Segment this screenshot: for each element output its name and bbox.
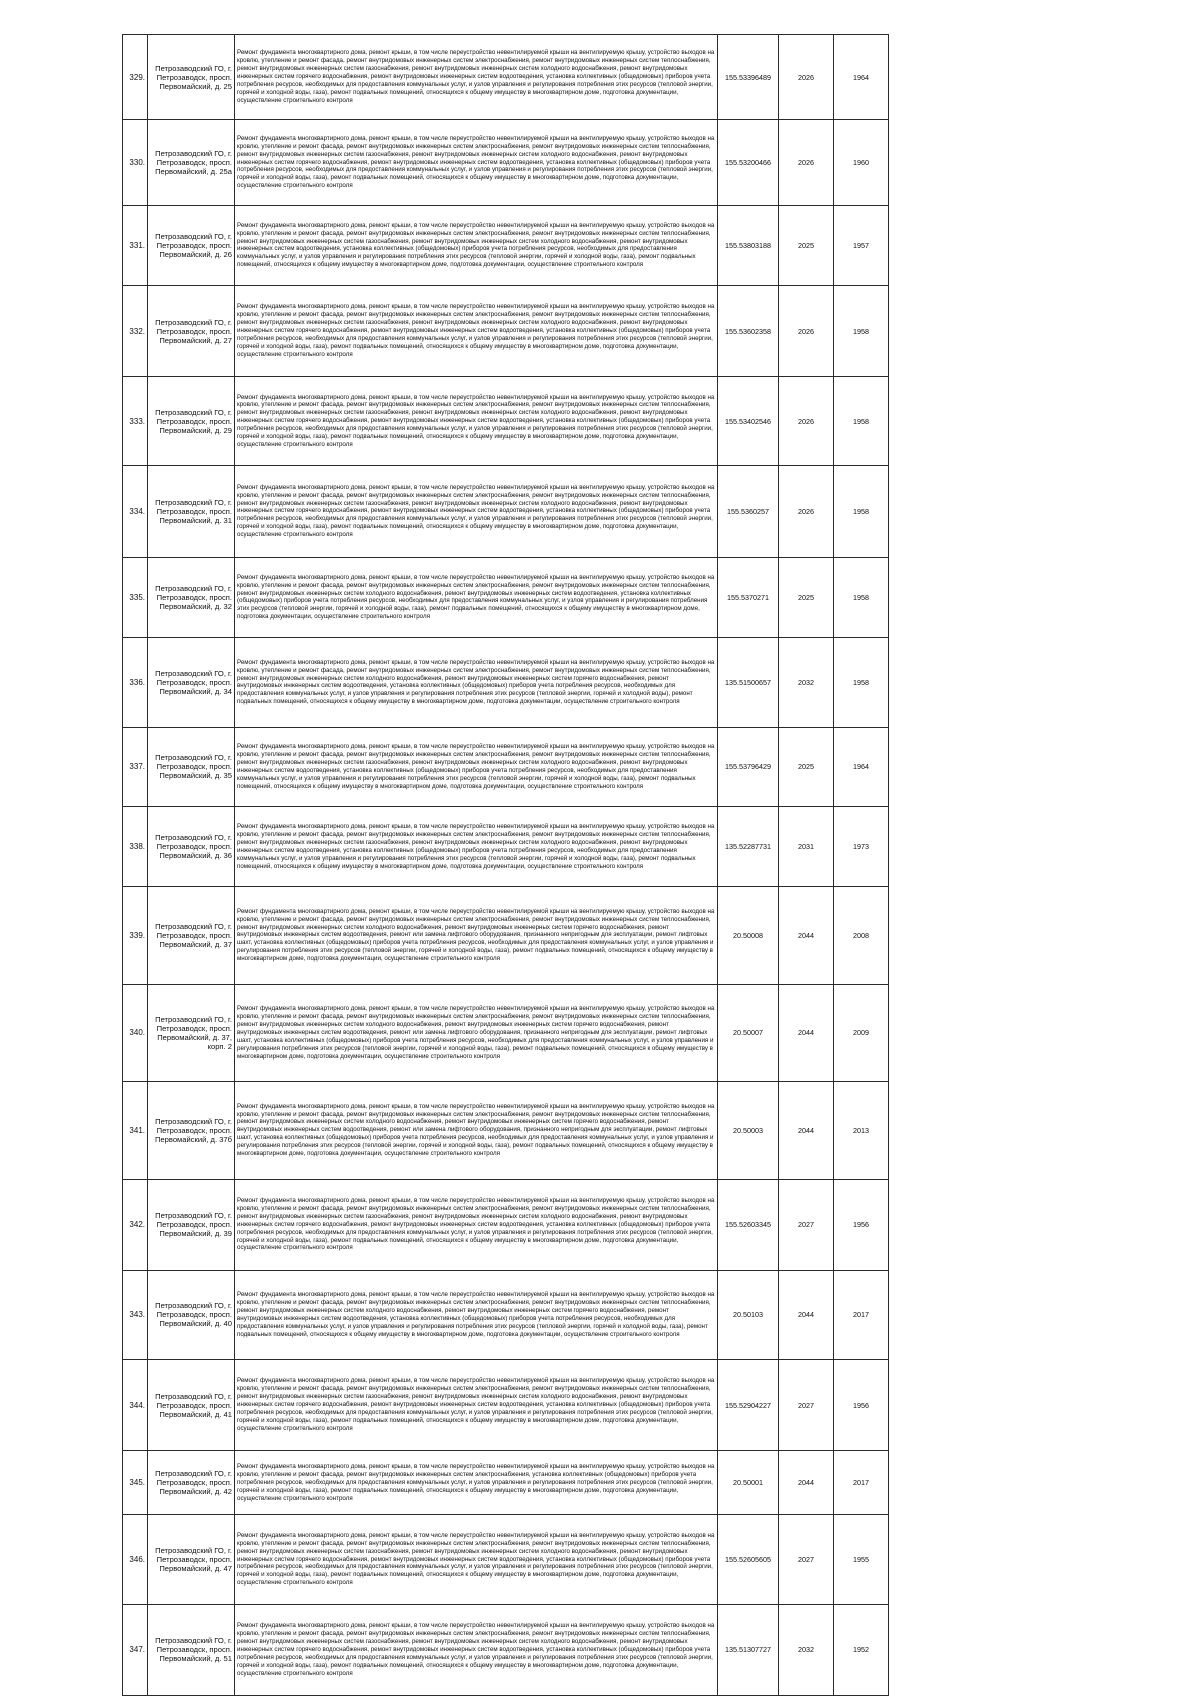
row-works: Ремонт фундамента многоквартирного дома, ремонт крыши, в том числе переустройство невентилируемой крыши на вентилируемую крышу, устройство выходов на кровлю, утепление и ремонт фасада, ремонт внутридомовых инженерных систем электроснабжения, ремонт внутридомовых инженерных систем теплоснабжения, ремонт внутридомовых инженерных систем газоснабжения, ремонт внутридомовых инженерных систем холодного водоснабжения, ремонт внутридомовых инженерных систем горячего водоснабжения, ремонт внутридомовых инженерных систем водоотведения, установка коллективных (общедомовых) приборов учета потребления ресурсов, необходимых для предоставления коммунальных услуг, и узлов управления и регулирования потребления этих ресурсов (тепловой энергии, горячей и холодной воды, газа), ремонт подвальных помещений, относящихся к общему имуществу в многоквартирном доме, подготовка документации, осуществление строительного контроля <box>235 120 718 206</box>
row-built-year: 1957 <box>834 206 889 286</box>
row-code: 155.53602358 <box>718 285 779 376</box>
row-works: Ремонт фундамента многоквартирного дома, ремонт крыши, в том числе переустройство невентилируемой крыши на вентилируемую крышу, устройство выходов на кровлю, утепление и ремонт фасада, ремонт внутридомовых инженерных систем электроснабжения, ремонт внутридомовых инженерных систем теплоснабжения, ремонт внутридомовых инженерных систем холодного водоснабжения, ремонт внутридомовых инженерных систем горячего водоснабжения, ремонт внутридомовых инженерных систем водоотведения, установка коллективных (общедомовых) приборов учета потребления ресурсов, необходимых для предоставления коммунальных услуг, и узлов управления и регулирования потребления этих ресурсов (тепловой энергии, горячей и холодной воды), ремонт подвальных помещений, относящихся к общему имуществу в многоквартирном доме, подготовка документации, осуществление строительного контроля <box>235 638 718 727</box>
row-address: Петрозаводский ГО, г. Петрозаводск, просп. Первомайский, д. 35 <box>148 727 235 807</box>
row-number: 335. <box>123 557 148 638</box>
row-number: 336. <box>123 638 148 727</box>
row-built-year: 1952 <box>834 1604 889 1695</box>
row-code: 155.53796429 <box>718 727 779 807</box>
row-works: Ремонт фундамента многоквартирного дома, ремонт крыши, в том числе переустройство невентилируемой крыши на вентилируемую крышу, устройство выходов на кровлю, утепление и ремонт фасада, ремонт внутридомовых инженерных систем электроснабжения, ремонт внутридомовых инженерных систем теплоснабжения, ремонт внутридомовых инженерных систем холодного водоснабжения, ремонт внутридомовых инженерных систем горячего водоснабжения, ремонт внутридомовых инженерных систем водоотведения, ремонт или замена лифтового оборудования, признанного непригодным для эксплуатации, ремонт лифтовых шахт, установка коллективных (общедомовых) приборов учета потребления ресурсов, необходимых для предоставления коммунальных услуг, и узлов управления и регулирования потребления этих ресурсов (тепловой энергии, горячей и холодной воды, газа), ремонт подвальных помещений, относящихся к общему имуществу в многоквартирном доме, подготовка документации, осуществление строительного контроля <box>235 1082 718 1179</box>
row-year: 2032 <box>779 638 834 727</box>
row-built-year: 2017 <box>834 1451 889 1515</box>
row-works: Ремонт фундамента многоквартирного дома, ремонт крыши, в том числе переустройство невентилируемой крыши на вентилируемую крышу, устройство выходов на кровлю, утепление и ремонт фасада, ремонт внутридомовых инженерных систем электроснабжения, ремонт внутридомовых инженерных систем теплоснабжения, ремонт внутридомовых инженерных систем газоснабжения, ремонт внутридомовых инженерных систем холодного водоснабжения, ремонт внутридомовых инженерных систем водоотведения, установка коллективных (общедомовых) приборов учета потребления ресурсов, необходимых для предоставления коммунальных услуг, и узлов управления и регулирования потребления этих ресурсов (тепловой энергии, горячей и холодной воды, газа), ремонт подвальных помещений, относящихся к общему имуществу в многоквартирном доме, подготовка документации, осуществление строительного контроля <box>235 727 718 807</box>
row-number: 346. <box>123 1515 148 1604</box>
table-row <box>123 984 889 1081</box>
table-row <box>123 1604 889 1695</box>
row-works: Ремонт фундамента многоквартирного дома, ремонт крыши, в том числе переустройство невентилируемой крыши на вентилируемую крышу, устройство выходов на кровлю, утепление и ремонт фасада, ремонт внутридомовых инженерных систем электроснабжения, ремонт внутридомовых инженерных систем теплоснабжения, ремонт внутридомовых инженерных систем газоснабжения, ремонт внутридомовых инженерных систем холодного водоснабжения, ремонт внутридомовых инженерных систем горячего водоснабжения, ремонт внутридомовых инженерных систем водоотведения, установка коллективных (общедомовых) приборов учета потребления ресурсов, необходимых для предоставления коммунальных услуг, и узлов управления и регулирования потребления этих ресурсов (тепловой энергии, горячей и холодной воды, газа), ремонт подвальных помещений, относящихся к общему имуществу в многоквартирном доме, подготовка документации, осуществление строительного контроля <box>235 285 718 376</box>
row-built-year: 2017 <box>834 1270 889 1359</box>
row-address: Петрозаводский ГО, г. Петрозаводск, просп. Первомайский, д. 27 <box>148 285 235 376</box>
row-built-year: 1956 <box>834 1179 889 1270</box>
row-number: 331. <box>123 206 148 286</box>
row-code: 155.52904227 <box>718 1359 779 1450</box>
row-address: Петрозаводский ГО, г. Петрозаводск, просп. Первомайский, д. 40 <box>148 1270 235 1359</box>
row-built-year: 1958 <box>834 285 889 376</box>
row-number: 347. <box>123 1604 148 1695</box>
row-works: Ремонт фундамента многоквартирного дома, ремонт крыши, в том числе переустройство невентилируемой крыши на вентилируемую крышу, устройство выходов на кровлю, утепление и ремонт фасада, ремонт внутридомовых инженерных систем электроснабжения, ремонт внутридомовых инженерных систем теплоснабжения, ремонт внутридомовых инженерных систем холодного водоснабжения, ремонт внутридомовых инженерных систем горячего водоснабжения, ремонт внутридомовых инженерных систем водоотведения, ремонт или замена лифтового оборудования, признанного непригодным для эксплуатации, ремонт лифтовых шахт, установка коллективных (общедомовых) приборов учета потребления ресурсов, необходимых для предоставления коммунальных услуг, и узлов управления и регулирования потребления этих ресурсов (тепловой энергии, горячей и холодной воды, газа), ремонт подвальных помещений, относящихся к общему имуществу в многоквартирном доме, подготовка документации, осуществление строительного контроля <box>235 887 718 984</box>
row-works: Ремонт фундамента многоквартирного дома, ремонт крыши, в том числе переустройство невентилируемой крыши на вентилируемую крышу, устройство выходов на кровлю, утепление и ремонт фасада, ремонт внутридомовых инженерных систем электроснабжения, ремонт внутридомовых инженерных систем теплоснабжения, ремонт внутридомовых инженерных систем газоснабжения, ремонт внутридомовых инженерных систем холодного водоснабжения, ремонт внутридомовых инженерных систем водоотведения, установка коллективных (общедомовых) приборов учета потребления ресурсов, необходимых для предоставления коммунальных услуг, и узлов управления и регулирования потребления этих ресурсов (тепловой энергии, горячей и холодной воды, газа), ремонт подвальных помещений, относящихся к общему имуществу в многоквартирном доме, подготовка документации, осуществление строительного контроля <box>235 807 718 887</box>
row-number: 330. <box>123 120 148 206</box>
row-year: 2025 <box>779 557 834 638</box>
table-row <box>123 35 889 120</box>
row-works: Ремонт фундамента многоквартирного дома, ремонт крыши, в том числе переустройство невентилируемой крыши на вентилируемую крышу, устройство выходов на кровлю, утепление и ремонт фасада, ремонт внутридомовых инженерных систем электроснабжения, ремонт внутридомовых инженерных систем теплоснабжения, ремонт внутридомовых инженерных систем газоснабжения, ремонт внутридомовых инженерных систем холодного водоснабжения, ремонт внутридомовых инженерных систем горячего водоснабжения, ремонт внутридомовых инженерных систем водоотведения, установка коллективных (общедомовых) приборов учета потребления ресурсов, необходимых для предоставления коммунальных услуг, и узлов управления и регулирования потребления этих ресурсов (тепловой энергии, горячей и холодной воды, газа), ремонт подвальных помещений, относящихся к общему имуществу в многоквартирном доме, подготовка документации, осуществление строительного контроля <box>235 35 718 120</box>
row-year: 2031 <box>779 807 834 887</box>
row-code: 20.50008 <box>718 887 779 984</box>
row-number: 334. <box>123 466 148 557</box>
row-year: 2027 <box>779 1515 834 1604</box>
table-row <box>123 1270 889 1359</box>
row-works: Ремонт фундамента многоквартирного дома, ремонт крыши, в том числе переустройство невентилируемой крыши на вентилируемую крышу, устройство выходов на кровлю, утепление и ремонт фасада, ремонт внутридомовых инженерных систем электроснабжения, ремонт внутридомовых инженерных систем теплоснабжения, ремонт внутридомовых инженерных систем газоснабжения, ремонт внутридомовых инженерных систем холодного водоснабжения, ремонт внутридомовых инженерных систем горячего водоснабжения, ремонт внутридомовых инженерных систем водоотведения, установка коллективных (общедомовых) приборов учета потребления ресурсов, необходимых для предоставления коммунальных услуг, и узлов управления и регулирования потребления этих ресурсов (тепловой энергии, горячей и холодной воды, газа), ремонт подвальных помещений, относящихся к общему имуществу в многоквартирном доме, подготовка документации, осуществление строительного контроля <box>235 1515 718 1604</box>
row-number: 339. <box>123 887 148 984</box>
row-built-year: 1973 <box>834 807 889 887</box>
table-row <box>123 807 889 887</box>
row-works: Ремонт фундамента многоквартирного дома, ремонт крыши, в том числе переустройство невентилируемой крыши на вентилируемую крышу, устройство выходов на кровлю, утепление и ремонт фасада, ремонт внутридомовых инженерных систем электроснабжения, ремонт внутридомовых инженерных систем теплоснабжения, ремонт внутридомовых инженерных систем газоснабжения, ремонт внутридомовых инженерных систем холодного водоснабжения, ремонт внутридомовых инженерных систем горячего водоснабжения, ремонт внутридомовых инженерных систем водоотведения, установка коллективных (общедомовых) приборов учета потребления ресурсов, необходимых для предоставления коммунальных услуг, и узлов управления и регулирования потребления этих ресурсов (тепловой энергии, горячей и холодной воды, газа), ремонт подвальных помещений, относящихся к общему имуществу в многоквартирном доме, подготовка документации, осуществление строительного контроля <box>235 466 718 557</box>
table-row <box>123 1451 889 1515</box>
row-built-year: 2009 <box>834 984 889 1081</box>
table-row <box>123 557 889 638</box>
row-number: 340. <box>123 984 148 1081</box>
row-code: 20.50001 <box>718 1451 779 1515</box>
row-code: 135.52287731 <box>718 807 779 887</box>
row-code: 155.53803188 <box>718 206 779 286</box>
row-works: Ремонт фундамента многоквартирного дома, ремонт крыши, в том числе переустройство невентилируемой крыши на вентилируемую крышу, устройство выходов на кровлю, утепление и ремонт фасада, ремонт внутридомовых инженерных систем электроснабжения, ремонт внутридомовых инженерных систем теплоснабжения, ремонт внутридомовых инженерных систем холодного водоснабжения, ремонт внутридомовых инженерных систем горячего водоснабжения, ремонт внутридомовых инженерных систем водоотведения, установка коллективных (общедомовых) приборов учета потребления ресурсов, необходимых для предоставления коммунальных услуг, и узлов управления и регулирования потребления этих ресурсов (тепловой энергии, горячей и холодной воды, газа), ремонт подвальных помещений, относящихся к общему имуществу в многоквартирном доме, подготовка документации, осуществление строительного контроля <box>235 1270 718 1359</box>
row-works: Ремонт фундамента многоквартирного дома, ремонт крыши, в том числе переустройство невентилируемой крыши на вентилируемую крышу, устройство выходов на кровлю, утепление и ремонт фасада, ремонт внутридомовых инженерных систем электроснабжения, ремонт внутридомовых инженерных систем теплоснабжения, ремонт внутридомовых инженерных систем газоснабжения, ремонт внутридомовых инженерных систем холодного водоснабжения, ремонт внутридомовых инженерных систем водоотведения, установка коллективных (общедомовых) приборов учета потребления ресурсов, необходимых для предоставления коммунальных услуг, и узлов управления и регулирования потребления этих ресурсов (тепловой энергии, горячей и холодной воды, газа), ремонт подвальных помещений, относящихся к общему имуществу в многоквартирном доме, подготовка документации, осуществление строительного контроля <box>235 206 718 286</box>
table-row <box>123 120 889 206</box>
table-row <box>123 285 889 376</box>
row-built-year: 1955 <box>834 1515 889 1604</box>
row-address: Петрозаводский ГО, г. Петрозаводск, просп. Первомайский, д. 25 <box>148 35 235 120</box>
row-code: 155.5360257 <box>718 466 779 557</box>
row-works: Ремонт фундамента многоквартирного дома, ремонт крыши, в том числе переустройство невентилируемой крыши на вентилируемую крышу, устройство выходов на кровлю, утепление и ремонт фасада, ремонт внутридомовых инженерных систем электроснабжения, ремонт внутридомовых инженерных систем теплоснабжения, ремонт внутридомовых инженерных систем холодного водоснабжения, ремонт внутридомовых инженерных систем горячего водоснабжения, ремонт внутридомовых инженерных систем водоотведения, ремонт или замена лифтового оборудования, признанного непригодным для эксплуатации, ремонт лифтовых шахт, установка коллективных (общедомовых) приборов учета потребления ресурсов, необходимых для предоставления коммунальных услуг, и узлов управления и регулирования потребления этих ресурсов (тепловой энергии, горячей и холодной воды, газа), ремонт подвальных помещений, относящихся к общему имуществу в многоквартирном доме, подготовка документации, осуществление строительного контроля <box>235 984 718 1081</box>
row-works: Ремонт фундамента многоквартирного дома, ремонт крыши, в том числе переустройство невентилируемой крыши на вентилируемую крышу, устройство выходов на кровлю, утепление и ремонт фасада, ремонт внутридомовых инженерных систем электроснабжения, ремонт внутридомовых инженерных систем теплоснабжения, ремонт внутридомовых инженерных систем холодного водоснабжения, ремонт внутридомовых инженерных систем водоотведения, установка коллективных (общедомовых) приборов учета потребления ресурсов, необходимых для предоставления коммунальных услуг, и узлов управления и регулирования потребления этих ресурсов (тепловой энергии, горячей и холодной воды, газа), ремонт подвальных помещений, относящихся к общему имуществу в многоквартирном доме, подготовка документации, осуществление строительного контроля <box>235 557 718 638</box>
row-address: Петрозаводский ГО, г. Петрозаводск, просп. Первомайский, д. 34 <box>148 638 235 727</box>
row-year: 2027 <box>779 1179 834 1270</box>
row-address: Петрозаводский ГО, г. Петрозаводск, просп. Первомайский, д. 47 <box>148 1515 235 1604</box>
row-number: 329. <box>123 35 148 120</box>
row-works: Ремонт фундамента многоквартирного дома, ремонт крыши, в том числе переустройство невентилируемой крыши на вентилируемую крышу, устройство выходов на кровлю, утепление и ремонт фасада, ремонт внутридомовых инженерных систем электроснабжения, ремонт внутридомовых инженерных систем теплоснабжения, ремонт внутридомовых инженерных систем газоснабжения, ремонт внутридомовых инженерных систем холодного водоснабжения, ремонт внутридомовых инженерных систем горячего водоснабжения, ремонт внутридомовых инженерных систем водоотведения, установка коллективных (общедомовых) приборов учета потребления ресурсов, необходимых для предоставления коммунальных услуг, и узлов управления и регулирования потребления этих ресурсов (тепловой энергии, горячей и холодной воды, газа), ремонт подвальных помещений, относящихся к общему имуществу в многоквартирном доме, подготовка документации, осуществление строительного контроля <box>235 1179 718 1270</box>
row-works: Ремонт фундамента многоквартирного дома, ремонт крыши, в том числе переустройство невентилируемой крыши на вентилируемую крышу, устройство выходов на кровлю, утепление и ремонт фасада, ремонт внутридомовых инженерных систем электроснабжения, установка коллективных (общедомовых) приборов учета потребления ресурсов, необходимых для предоставления коммунальных услуг, и узлов управления и регулирования потребления этих ресурсов (тепловой энергии, горячей и холодной воды, газа), ремонт подвальных помещений, относящихся к общему имуществу в многоквартирном доме, подготовка документации, осуществление строительного контроля <box>235 1451 718 1515</box>
row-number: 343. <box>123 1270 148 1359</box>
row-code: 135.51500657 <box>718 638 779 727</box>
row-number: 344. <box>123 1359 148 1450</box>
row-code: 20.50003 <box>718 1082 779 1179</box>
table-row <box>123 1082 889 1179</box>
repair-program-table <box>122 34 889 1696</box>
row-number: 345. <box>123 1451 148 1515</box>
row-address: Петрозаводский ГО, г. Петрозаводск, просп. Первомайский, д. 29 <box>148 377 235 466</box>
row-year: 2032 <box>779 1604 834 1695</box>
row-address: Петрозаводский ГО, г. Петрозаводск, просп. Первомайский, д. 32 <box>148 557 235 638</box>
row-code: 135.51307727 <box>718 1604 779 1695</box>
row-built-year: 1956 <box>834 1359 889 1450</box>
row-year: 2044 <box>779 887 834 984</box>
row-built-year: 1964 <box>834 35 889 120</box>
row-number: 337. <box>123 727 148 807</box>
row-built-year: 1958 <box>834 557 889 638</box>
table-row <box>123 638 889 727</box>
row-number: 342. <box>123 1179 148 1270</box>
table-row <box>123 206 889 286</box>
row-number: 332. <box>123 285 148 376</box>
row-year: 2044 <box>779 1451 834 1515</box>
table-row <box>123 727 889 807</box>
row-year: 2044 <box>779 1270 834 1359</box>
table-body <box>123 35 889 1696</box>
row-address: Петрозаводский ГО, г. Петрозаводск, просп. Первомайский, д. 39 <box>148 1179 235 1270</box>
row-code: 155.52605605 <box>718 1515 779 1604</box>
row-address: Петрозаводский ГО, г. Петрозаводск, просп. Первомайский, д. 51 <box>148 1604 235 1695</box>
row-year: 2026 <box>779 35 834 120</box>
row-address: Петрозаводский ГО, г. Петрозаводск, просп. Первомайский, д. 37, корп. 2 <box>148 984 235 1081</box>
row-year: 2025 <box>779 727 834 807</box>
row-year: 2044 <box>779 984 834 1081</box>
row-number: 338. <box>123 807 148 887</box>
row-address: Петрозаводский ГО, г. Петрозаводск, просп. Первомайский, д. 42 <box>148 1451 235 1515</box>
table-row <box>123 1515 889 1604</box>
row-built-year: 1964 <box>834 727 889 807</box>
row-year: 2026 <box>779 285 834 376</box>
table-row <box>123 1179 889 1270</box>
row-code: 20.50103 <box>718 1270 779 1359</box>
row-address: Петрозаводский ГО, г. Петрозаводск, просп. Первомайский, д. 25а <box>148 120 235 206</box>
row-built-year: 1958 <box>834 377 889 466</box>
row-address: Петрозаводский ГО, г. Петрозаводск, просп. Первомайский, д. 37б <box>148 1082 235 1179</box>
row-built-year: 2013 <box>834 1082 889 1179</box>
row-year: 2027 <box>779 1359 834 1450</box>
row-built-year: 1958 <box>834 638 889 727</box>
table-row <box>123 377 889 466</box>
row-works: Ремонт фундамента многоквартирного дома, ремонт крыши, в том числе переустройство невентилируемой крыши на вентилируемую крышу, устройство выходов на кровлю, утепление и ремонт фасада, ремонт внутридомовых инженерных систем электроснабжения, ремонт внутридомовых инженерных систем теплоснабжения, ремонт внутридомовых инженерных систем газоснабжения, ремонт внутридомовых инженерных систем холодного водоснабжения, ремонт внутридомовых инженерных систем горячего водоснабжения, ремонт внутридомовых инженерных систем водоотведения, установка коллективных (общедомовых) приборов учета потребления ресурсов, необходимых для предоставления коммунальных услуг, и узлов управления и регулирования потребления этих ресурсов (тепловой энергии, горячей и холодной воды, газа), ремонт подвальных помещений, относящихся к общему имуществу в многоквартирном доме, подготовка документации, осуществление строительного контроля <box>235 1604 718 1695</box>
row-year: 2026 <box>779 466 834 557</box>
row-works: Ремонт фундамента многоквартирного дома, ремонт крыши, в том числе переустройство невентилируемой крыши на вентилируемую крышу, устройство выходов на кровлю, утепление и ремонт фасада, ремонт внутридомовых инженерных систем электроснабжения, ремонт внутридомовых инженерных систем теплоснабжения, ремонт внутридомовых инженерных систем газоснабжения, ремонт внутридомовых инженерных систем холодного водоснабжения, ремонт внутридомовых инженерных систем горячего водоснабжения, ремонт внутридомовых инженерных систем водоотведения, установка коллективных (общедомовых) приборов учета потребления ресурсов, необходимых для предоставления коммунальных услуг, и узлов управления и регулирования потребления этих ресурсов (тепловой энергии, горячей и холодной воды, газа), ремонт подвальных помещений, относящихся к общему имуществу в многоквартирном доме, подготовка документации, осуществление строительного контроля <box>235 377 718 466</box>
row-number: 333. <box>123 377 148 466</box>
row-address: Петрозаводский ГО, г. Петрозаводск, просп. Первомайский, д. 41 <box>148 1359 235 1450</box>
row-code: 20.50007 <box>718 984 779 1081</box>
row-code: 155.52603345 <box>718 1179 779 1270</box>
row-code: 155.53402546 <box>718 377 779 466</box>
row-address: Петрозаводский ГО, г. Петрозаводск, просп. Первомайский, д. 26 <box>148 206 235 286</box>
row-code: 155.53396489 <box>718 35 779 120</box>
row-code: 155.5370271 <box>718 557 779 638</box>
row-built-year: 1958 <box>834 466 889 557</box>
table-row <box>123 466 889 557</box>
row-year: 2025 <box>779 206 834 286</box>
row-built-year: 1960 <box>834 120 889 206</box>
row-address: Петрозаводский ГО, г. Петрозаводск, просп. Первомайский, д. 37 <box>148 887 235 984</box>
row-address: Петрозаводский ГО, г. Петрозаводск, просп. Первомайский, д. 36 <box>148 807 235 887</box>
row-year: 2044 <box>779 1082 834 1179</box>
row-address: Петрозаводский ГО, г. Петрозаводск, просп. Первомайский, д. 31 <box>148 466 235 557</box>
row-code: 155.53200466 <box>718 120 779 206</box>
row-year: 2026 <box>779 377 834 466</box>
row-year: 2026 <box>779 120 834 206</box>
row-built-year: 2008 <box>834 887 889 984</box>
row-number: 341. <box>123 1082 148 1179</box>
row-works: Ремонт фундамента многоквартирного дома, ремонт крыши, в том числе переустройство невентилируемой крыши на вентилируемую крышу, устройство выходов на кровлю, утепление и ремонт фасада, ремонт внутридомовых инженерных систем электроснабжения, ремонт внутридомовых инженерных систем теплоснабжения, ремонт внутридомовых инженерных систем газоснабжения, ремонт внутридомовых инженерных систем холодного водоснабжения, ремонт внутридомовых инженерных систем горячего водоснабжения, ремонт внутридомовых инженерных систем водоотведения, установка коллективных (общедомовых) приборов учета потребления ресурсов, необходимых для предоставления коммунальных услуг, и узлов управления и регулирования потребления этих ресурсов (тепловой энергии, горячей и холодной воды, газа), ремонт подвальных помещений, относящихся к общему имуществу в многоквартирном доме, подготовка документации, осуществление строительного контроля <box>235 1359 718 1450</box>
table-row <box>123 1359 889 1450</box>
table-row <box>123 887 889 984</box>
